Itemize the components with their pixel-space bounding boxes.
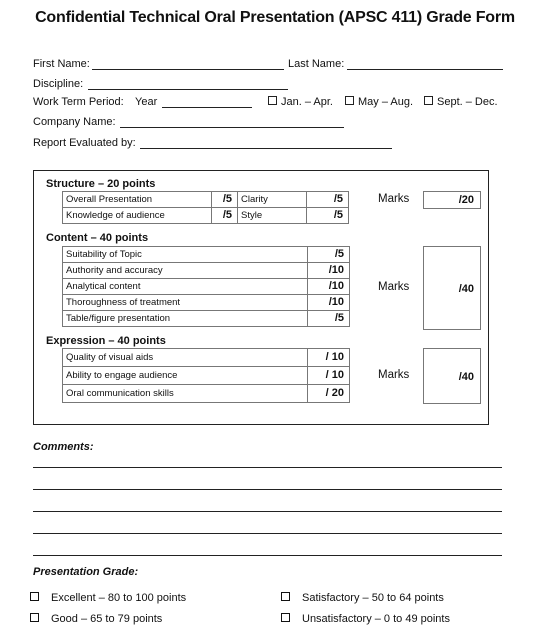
- criterion-label: Ability to engage audience: [63, 367, 308, 385]
- comment-line[interactable]: [33, 511, 502, 512]
- table-row: [63, 295, 350, 311]
- comment-line[interactable]: [33, 555, 502, 556]
- checkbox-icon: [281, 613, 290, 622]
- expression-table: [62, 348, 350, 403]
- criterion-label: Knowledge of audience: [63, 208, 212, 224]
- table-row: [63, 385, 350, 403]
- content-heading: Content – 40 points: [46, 232, 149, 244]
- content-table: [62, 246, 350, 327]
- company-name-label: Company Name:: [33, 116, 116, 128]
- work-term-label: Work Term Period:: [33, 96, 124, 108]
- criterion-label: Table/figure presentation: [63, 311, 308, 327]
- table-row: [63, 263, 350, 279]
- last-name-field[interactable]: [347, 69, 503, 70]
- content-total[interactable]: /40: [423, 246, 481, 330]
- checkbox-icon: [268, 96, 277, 105]
- term-option-sept[interactable]: Sept. – Dec.: [424, 96, 498, 108]
- presentation-grade-heading: Presentation Grade:: [33, 566, 139, 578]
- structure-table: [62, 191, 349, 224]
- grade-option-satisfactory[interactable]: Satisfactory – 50 to 64 points: [281, 592, 444, 604]
- discipline-label: Discipline:: [33, 78, 84, 90]
- criterion-label: Oral communication skills: [63, 385, 308, 403]
- checkbox-icon: [345, 96, 354, 105]
- criterion-score[interactable]: /5: [307, 192, 349, 208]
- criterion-score[interactable]: /5: [307, 208, 349, 224]
- structure-heading: Structure – 20 points: [46, 178, 156, 190]
- criterion-label: Analytical content: [63, 279, 308, 295]
- expression-heading: Expression – 40 points: [46, 335, 166, 347]
- expression-marks-label: Marks: [378, 369, 410, 381]
- discipline-field[interactable]: [88, 89, 288, 90]
- comments-label: Comments:: [33, 441, 94, 453]
- criterion-score[interactable]: /10: [308, 279, 350, 295]
- criterion-label: Style: [238, 208, 307, 224]
- criterion-score[interactable]: /5: [212, 192, 238, 208]
- company-name-field[interactable]: [120, 127, 344, 128]
- table-row: [63, 279, 350, 295]
- criterion-label: Thoroughness of treatment: [63, 295, 308, 311]
- checkbox-icon: [30, 613, 39, 622]
- term-option-jan[interactable]: Jan. – Apr.: [268, 96, 333, 108]
- checkbox-icon: [281, 592, 290, 601]
- term-option-may[interactable]: May – Aug.: [345, 96, 413, 108]
- year-field[interactable]: [162, 107, 252, 108]
- table-row: [63, 311, 350, 327]
- structure-total[interactable]: /20: [423, 191, 481, 209]
- grade-option-excellent[interactable]: Excellent – 80 to 100 points: [30, 592, 186, 604]
- criterion-score[interactable]: / 20: [308, 385, 350, 403]
- year-label: Year: [135, 96, 158, 108]
- report-evaluated-label: Report Evaluated by:: [33, 137, 136, 149]
- content-marks-label: Marks: [378, 281, 410, 293]
- criterion-label: Clarity: [238, 192, 307, 208]
- first-name-label: First Name:: [33, 58, 90, 70]
- table-row: [63, 247, 350, 263]
- table-row: [63, 367, 350, 385]
- page-title: Confidential Technical Oral Presentation (APSC 411) Grade Form: [35, 9, 515, 26]
- criterion-score[interactable]: /10: [308, 295, 350, 311]
- table-row: [63, 192, 349, 208]
- criterion-score[interactable]: / 10: [308, 367, 350, 385]
- comment-line[interactable]: [33, 467, 502, 468]
- comment-line[interactable]: [33, 489, 502, 490]
- checkbox-icon: [30, 592, 39, 601]
- expression-total[interactable]: /40: [423, 348, 481, 404]
- report-evaluated-field[interactable]: [140, 148, 392, 149]
- grade-option-good[interactable]: Good – 65 to 79 points: [30, 613, 162, 625]
- checkbox-icon: [424, 96, 433, 105]
- table-row: [63, 349, 350, 367]
- grade-option-unsatisfactory[interactable]: Unsatisfactory – 0 to 49 points: [281, 613, 450, 625]
- comment-line[interactable]: [33, 533, 502, 534]
- table-row: [63, 208, 349, 224]
- criterion-score[interactable]: /10: [308, 263, 350, 279]
- last-name-label: Last Name:: [288, 58, 345, 70]
- criterion-score[interactable]: /5: [212, 208, 238, 224]
- criterion-score[interactable]: /5: [308, 247, 350, 263]
- criterion-score[interactable]: /5: [308, 311, 350, 327]
- criterion-label: Quality of visual aids: [63, 349, 308, 367]
- first-name-field[interactable]: [92, 69, 284, 70]
- criterion-label: Suitability of Topic: [63, 247, 308, 263]
- criterion-label: Overall Presentation: [63, 192, 212, 208]
- structure-marks-label: Marks: [378, 193, 410, 205]
- criterion-score[interactable]: / 10: [308, 349, 350, 367]
- criterion-label: Authority and accuracy: [63, 263, 308, 279]
